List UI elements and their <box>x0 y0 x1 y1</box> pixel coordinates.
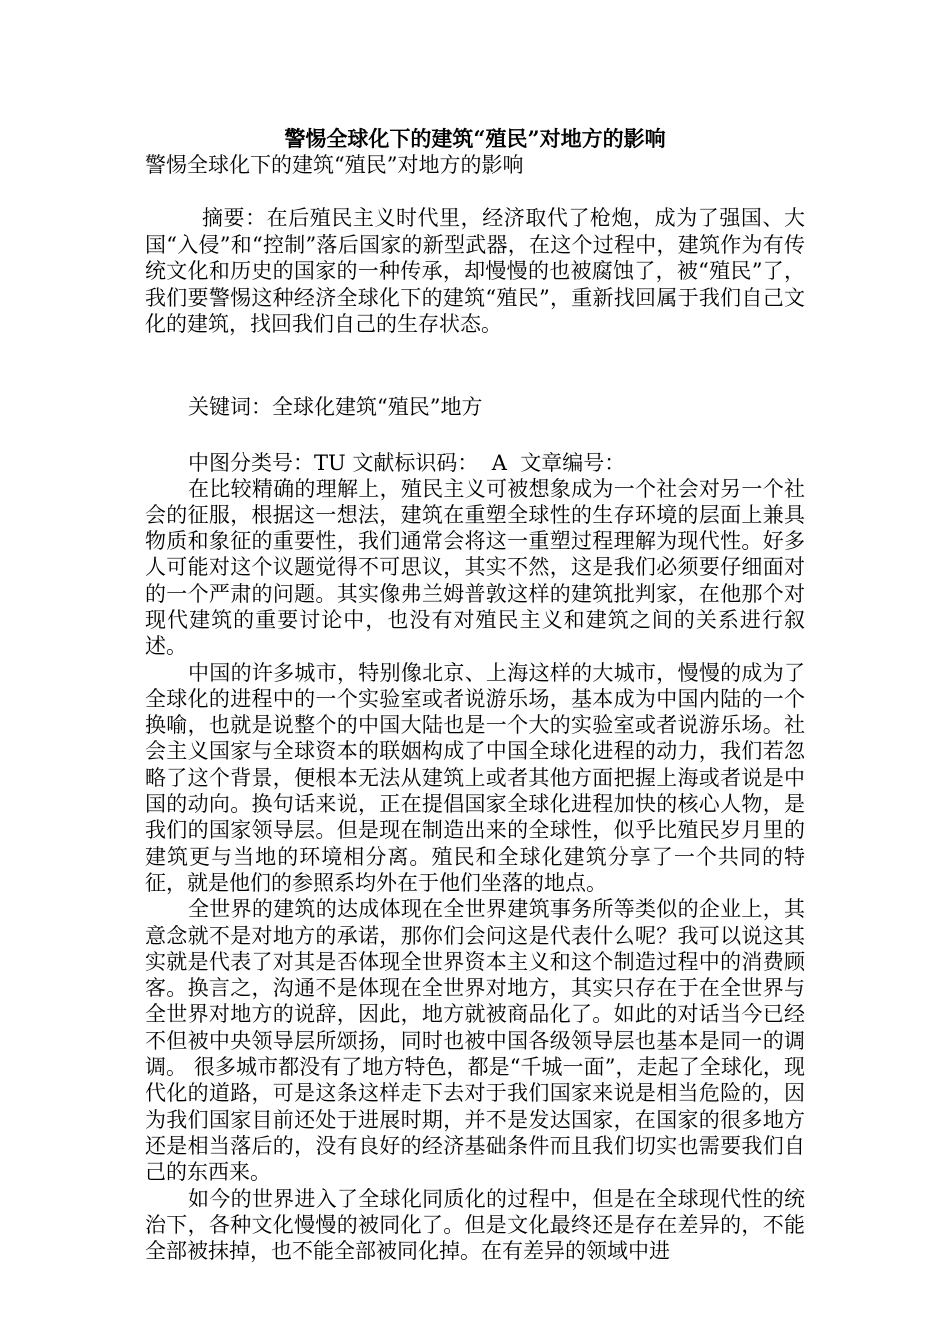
body-paragraph-1: 在比较精确的理解上，殖民主义可被想象成为一个社会对另一个社会的征服，根据这一想法，建筑在重塑全球性的生存环境的层面上兼具物质和象征的重要性，我们通常会将这一重塑过程理解为现代性。好多人可能对这个议题觉得不可思议，其实不然，这是我们必须要仔细面对的一个严肃的问题。其实像弗兰姆普敦这样的建筑批判家，在他那个对现代建筑的重要讨论中，也没有对殖民主义和建筑之间的关系进行叙述。 <box>145 476 805 659</box>
document-body <box>145 126 805 1264</box>
document-title: 警惕全球化下的建筑“殖民”对地方的影响 <box>284 126 666 151</box>
body-paragraph-3: 全世界的建筑的达成体现在全世界建筑事务所等类似的企业上，其意念就不是对地方的承诺，那你们会问这是代表什么呢？我可以说这其实就是代表了对其是否体现全世界资本主义和这个制造过程中的消费顾客。换言之，沟通不是体现在全世界对地方，其实只存在于在全世界与全世界对地方的说辞，因此，地方就被商品化了。如此的对话当今已经不但被中央领导层所颂扬，同时也被中国各级领导层也基本是同一的调调。 很多城市都没有了地方特色，都是“千城一面”，走起了全球化，现代化的道路，可是这条这样走下去对于我们国家来说是相当危险的，因为我们国家目前还处于进展时期，并不是发达国家，在国家的很多地方还是相当落后的，没有良好的经济基础条件而且我们切实也需要我们自己的东西来。 <box>145 897 805 1185</box>
body-paragraph-4: 如今的世界进入了全球化同质化的过程中，但是在全球现代性的统治下，各种文化慢慢的被同化了。但是文化最终还是存在差异的，不能全部被抹掉，也不能全部被同化掉。在有差异的领域中进 <box>145 1186 805 1264</box>
classification-line: 中图分类号：TU 文献标识码： A 文章编号： <box>188 450 626 475</box>
keywords-line: 关键词：全球化建筑“殖民”地方 <box>188 394 483 419</box>
document-subtitle: 警惕全球化下的建筑“殖民”对地方的影响 <box>145 153 524 177</box>
body-paragraph-2: 中国的许多城市，特别像北京、上海这样的大城市，慢慢的成为了全球化的进程中的一个实验室或者说游乐场，基本成为中国内陆的一个换喻，也就是说整个的中国大陆也是一个大的实验室或者说游乐场。社会主义国家与全球资本的联姻构成了中国全球化进程的动力，我们若忽略了这个背景，便根本无法从建筑上或者其他方面把握上海或者说是中国的动向。换句话来说，正在提倡国家全球化进程加快的核心人物，是我们的国家领导层。但是现在制造出来的全球性，似乎比殖民岁月里的建筑更与当地的环境相分离。殖民和全球化建筑分享了一个共同的特征，就是他们的参照系均外在于他们坐落的地点。 <box>145 660 805 895</box>
abstract-paragraph: 摘要：在后殖民主义时代里，经济取代了枪炮，成为了强国、大国“入侵”和“控制”落后国家的新型武器，在这个过程中，建筑作为有传统文化和历史的国家的一种传承，却慢慢的也被腐蚀了，被“殖民”了，我们要警惕这种经济全球化下的建筑“殖民”，重新找回属于我们自己文化的建筑，找回我们自己的生存状态。 <box>145 206 805 336</box>
